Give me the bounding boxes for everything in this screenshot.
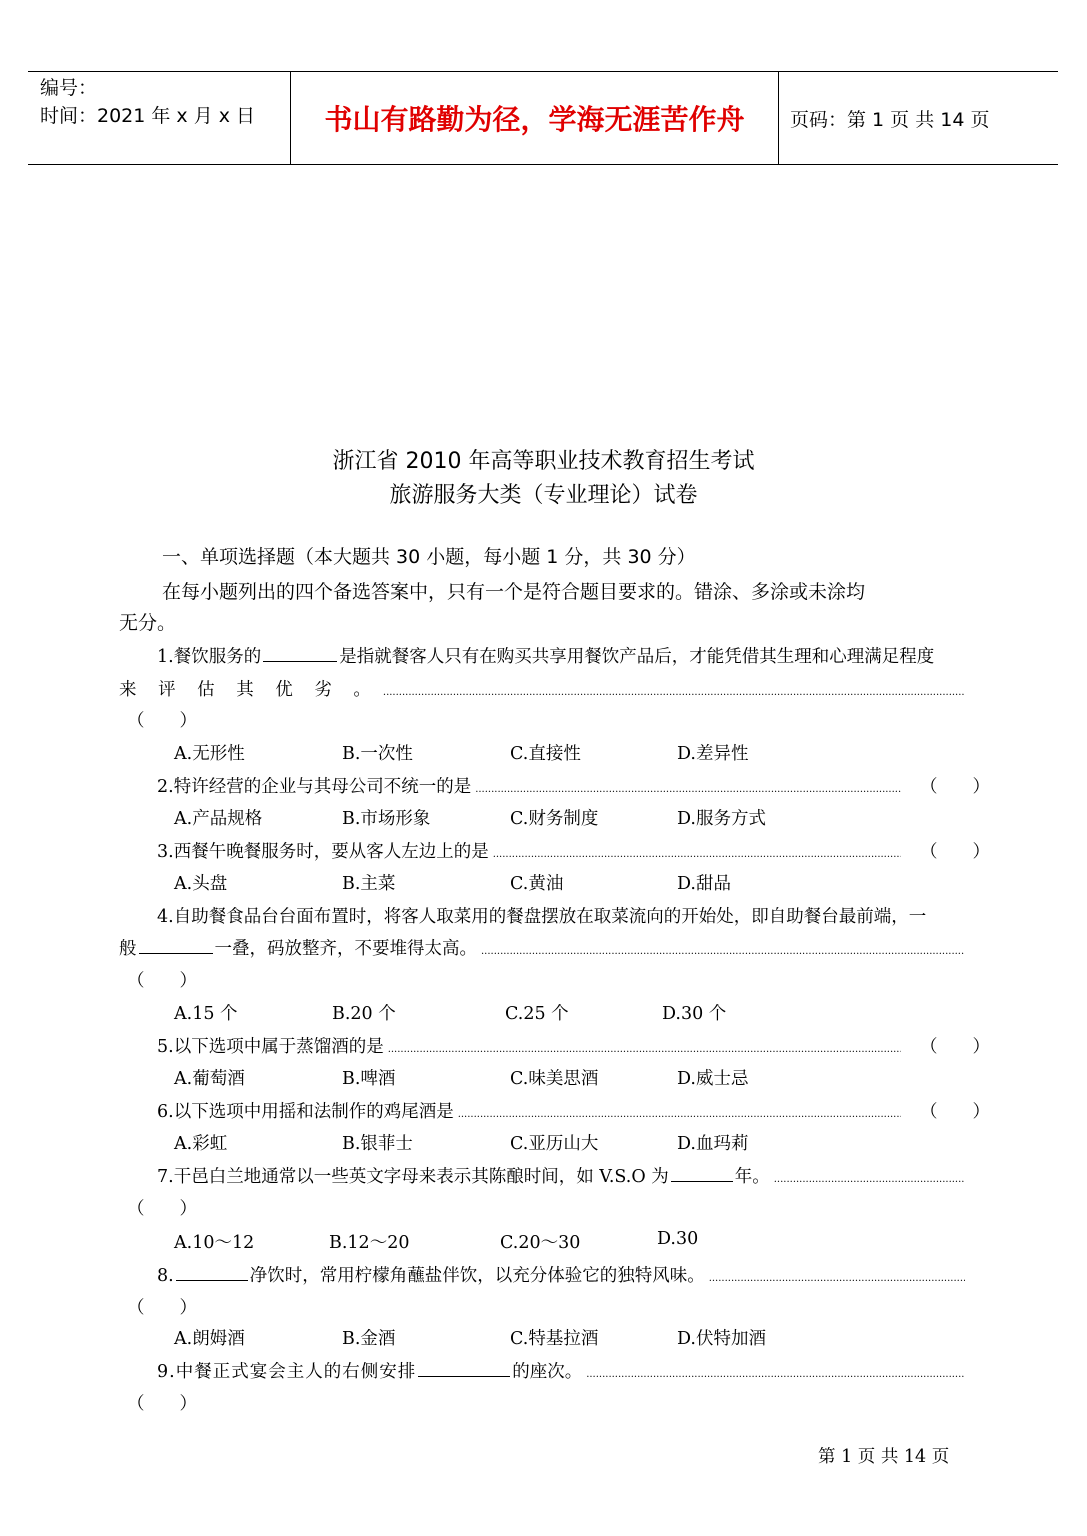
question-text: 2.特许经营的企业与其母公司不统一的是 — [157, 777, 472, 797]
instruction-line-1: 在每小题列出的四个备选答案中，只有一个是符合题目要求的。错涂、多涂或未涂均 — [162, 581, 866, 603]
option-d: D.甜品 — [677, 874, 731, 894]
answer-paren: （ ） — [920, 1102, 990, 1122]
exam-title: 浙江省 2010 年高等职业技术教育招生考试 — [332, 449, 755, 474]
question-text: 年。 — [734, 1167, 770, 1187]
answer-blank — [176, 1279, 248, 1281]
answer-paren: （ ） — [127, 711, 197, 731]
option-b: B.主菜 — [342, 874, 396, 894]
question-6 — [157, 1098, 905, 1123]
question-text: 是指就餐客人只有在购买共享用餐饮产品后，才能凭借其生理和心理满足程度 — [339, 647, 935, 667]
answer-blank — [418, 1375, 510, 1377]
option-c: C.财务制度 — [510, 809, 599, 829]
question-text: 净饮时，常用柠檬角蘸盐伴饮，以充分体验它的独特风味。 — [249, 1266, 705, 1286]
option-b: B.一次性 — [342, 744, 413, 764]
option-b: B.金酒 — [342, 1329, 396, 1349]
question-1-line-2 — [119, 676, 969, 701]
option-c: C.亚历山大 — [510, 1134, 599, 1154]
option-d: D.威士忌 — [677, 1069, 749, 1089]
option-a: A.葡萄酒 — [174, 1069, 245, 1089]
document-header — [28, 71, 1058, 165]
question-text: 来 评 估 其 优 劣 。 — [119, 680, 379, 700]
header-left — [40, 74, 255, 130]
exam-subtitle: 旅游服务大类（专业理论）试卷 — [389, 483, 698, 508]
option-c: C.25 个 — [505, 1004, 569, 1024]
answer-blank — [263, 660, 337, 662]
answer-paren: （ ） — [127, 1394, 197, 1414]
answer-paren: （ ） — [920, 1037, 990, 1057]
answer-blank — [671, 1180, 733, 1182]
question-text: 的座次。 — [512, 1362, 583, 1382]
option-a: A.10～12 — [174, 1233, 255, 1253]
option-a: A.朗姆酒 — [174, 1329, 245, 1349]
leader-dots — [774, 1167, 965, 1187]
answer-blank — [139, 952, 213, 954]
question-2 — [157, 773, 905, 798]
option-d: D.伏特加酒 — [677, 1329, 766, 1349]
question-text: 3.西餐午晚餐服务时，要从客人左边上的是 — [157, 842, 489, 862]
question-4: 4.自助餐食品台台面布置时，将客人取菜用的餐盘摆放在取菜流向的开始处，即自助餐台最前端，一 — [157, 907, 927, 927]
option-b: B.啤酒 — [342, 1069, 396, 1089]
leader-dots — [475, 777, 901, 797]
option-c: C.直接性 — [510, 744, 581, 764]
option-b: B.20 个 — [332, 1004, 396, 1024]
answer-paren: （ ） — [127, 1199, 197, 1219]
question-7 — [157, 1163, 969, 1188]
question-text: 5.以下选项中属于蒸馏酒的是 — [157, 1037, 384, 1057]
header-page-label: 页码：第 1 页 共 14 页 — [790, 108, 990, 131]
time-label: 时间：2021 年 x 月 x 日 — [40, 105, 256, 127]
option-d: D.30 — [657, 1229, 699, 1249]
header-motto: 书山有路勤为径，学海无涯苦作舟 — [290, 72, 779, 164]
leader-dots — [586, 1362, 965, 1382]
question-4-line-2 — [119, 935, 969, 960]
option-a: A.彩虹 — [174, 1134, 228, 1154]
question-9 — [157, 1358, 969, 1383]
question-text: 8. — [157, 1266, 174, 1286]
page-footer: 第 1 页 共 14 页 — [818, 1447, 950, 1467]
option-b: B.市场形象 — [342, 809, 431, 829]
option-d: D.血玛莉 — [677, 1134, 749, 1154]
option-d: D.服务方式 — [677, 809, 766, 829]
section-heading: 一、单项选择题（本大题共 30 小题，每小题 1 分，共 30 分） — [162, 546, 696, 568]
leader-dots — [481, 939, 965, 959]
question-5 — [157, 1033, 905, 1058]
answer-paren: （ ） — [920, 777, 990, 797]
question-text: 6.以下选项中用摇和法制作的鸡尾酒是 — [157, 1102, 454, 1122]
question-8 — [157, 1262, 969, 1287]
option-d: D.差异性 — [677, 744, 749, 764]
question-text: 7.干邑白兰地通常以一些英文字母来表示其陈酿时间，如 V.S.O 为 — [157, 1167, 669, 1187]
question-3 — [157, 838, 905, 863]
question-1 — [157, 643, 934, 668]
option-c: C.黄油 — [510, 874, 564, 894]
number-label: 编号： — [40, 77, 98, 99]
option-a: A.无形性 — [174, 744, 245, 764]
option-b: B.银菲士 — [342, 1134, 413, 1154]
leader-dots — [709, 1266, 965, 1286]
instruction-line-2: 无分。 — [119, 612, 177, 634]
option-b: B.12～20 — [329, 1233, 410, 1253]
answer-paren: （ ） — [127, 1298, 197, 1318]
leader-dots — [383, 680, 965, 700]
question-text: 一叠，码放整齐，不要堆得太高。 — [214, 939, 477, 959]
question-text: 般 — [119, 939, 137, 959]
question-text: 9.中餐正式宴会主人的右侧安排 — [157, 1362, 417, 1382]
leader-dots — [493, 842, 901, 862]
option-c: C.味美思酒 — [510, 1069, 599, 1089]
option-d: D.30 个 — [662, 1004, 727, 1024]
answer-paren: （ ） — [127, 971, 197, 991]
option-a: A.15 个 — [174, 1004, 238, 1024]
answer-paren: （ ） — [920, 842, 990, 862]
question-text: 1.餐饮服务的 — [157, 647, 262, 667]
option-a: A.产品规格 — [174, 809, 263, 829]
option-c: C.特基拉酒 — [510, 1329, 599, 1349]
leader-dots — [388, 1037, 901, 1057]
option-c: C.20～30 — [500, 1233, 581, 1253]
leader-dots — [458, 1102, 901, 1122]
option-a: A.头盘 — [174, 874, 228, 894]
